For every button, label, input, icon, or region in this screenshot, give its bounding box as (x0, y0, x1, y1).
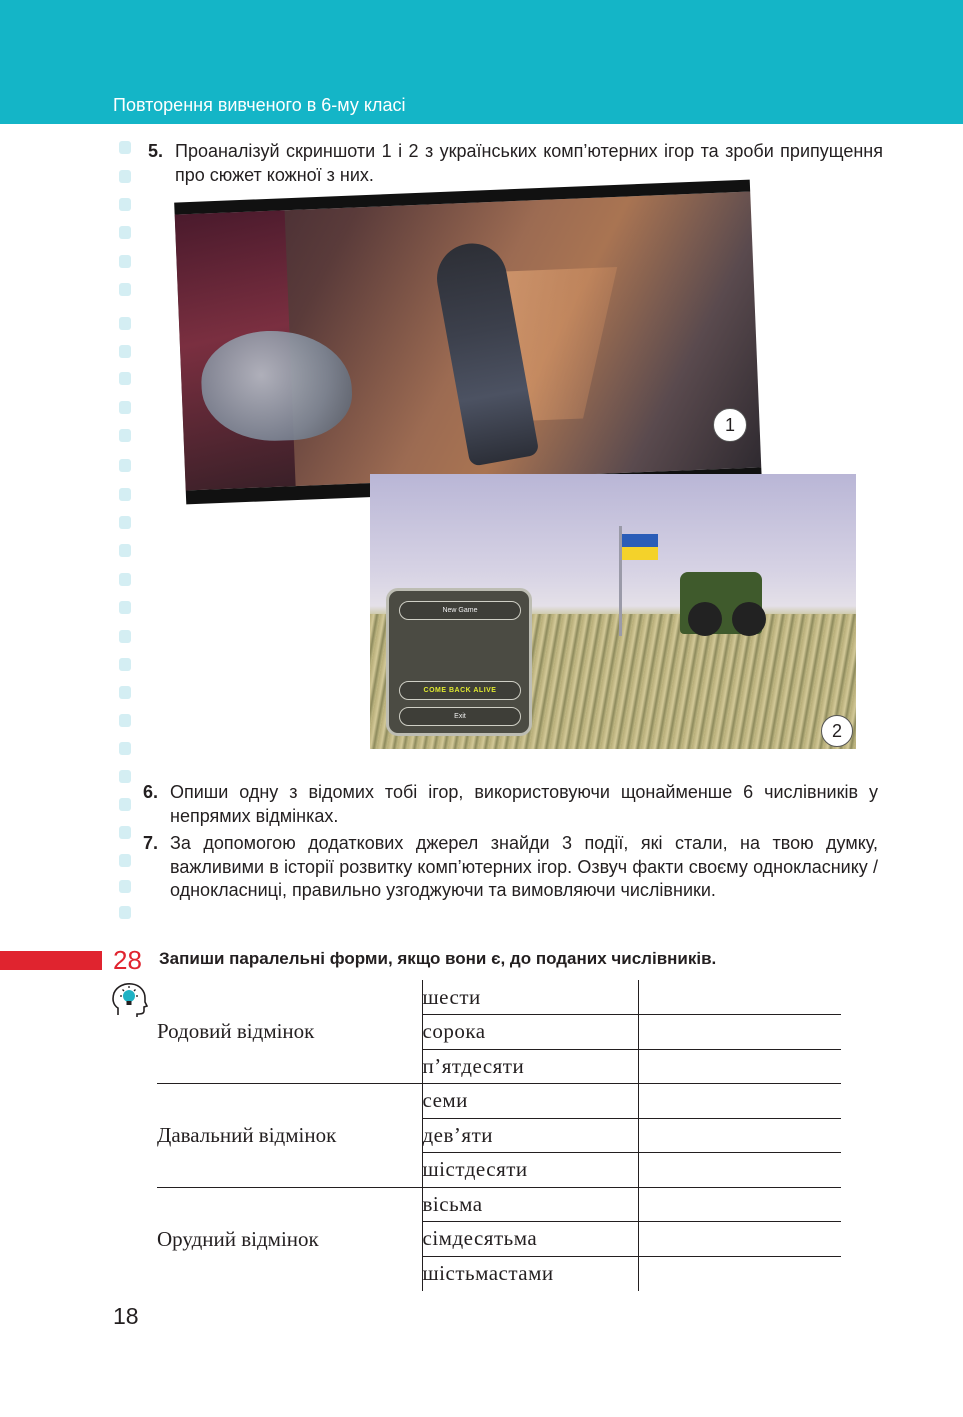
spiral-dot (119, 198, 131, 211)
spiral-dot (119, 714, 131, 727)
numerals-table (157, 980, 841, 1291)
exercise-title: Запиши паралельні форми, якщо вони є, до поданих числівників. (159, 949, 717, 968)
spiral-dot (119, 906, 131, 919)
spiral-dot (119, 345, 131, 358)
new-game-button: New Game (399, 601, 521, 620)
task-number: 5. (148, 141, 164, 161)
numeral-word: семи (422, 1084, 638, 1119)
case-label: Родовий відмінок (157, 1019, 315, 1043)
answer-cell[interactable] (638, 1049, 841, 1084)
numeral-word: вісьма (422, 1187, 638, 1222)
header-band (0, 0, 963, 124)
exercise-number: 28 (113, 945, 142, 975)
task-6 (143, 781, 878, 828)
flag-icon (622, 534, 658, 547)
spiral-dot (119, 630, 131, 643)
answer-cell[interactable] (638, 1187, 841, 1222)
spiral-dot (119, 516, 131, 529)
answer-cell[interactable] (638, 1084, 841, 1119)
flag-yellow-stripe (622, 547, 658, 560)
wheel-shape (732, 602, 766, 636)
task-text: Проаналізуй скриншоти 1 і 2 з українських комп’ютерних ігор та зроби припущення про сюжет кожної з них. (175, 141, 883, 185)
spiral-dot (119, 854, 131, 867)
game-logo: COME BACK ALIVE (399, 681, 521, 700)
task-5 (148, 140, 883, 187)
spiral-dot (119, 226, 131, 239)
spiral-dot (119, 283, 131, 296)
answer-cell[interactable] (638, 1256, 841, 1291)
page-number: 18 (113, 1303, 139, 1329)
spiral-dot (119, 401, 131, 414)
spiral-dot (119, 372, 131, 385)
case-label: Давальний відмінок (157, 1084, 422, 1188)
spiral-dot (119, 770, 131, 783)
numeral-word: дев’яти (422, 1118, 638, 1153)
answer-cell[interactable] (638, 980, 841, 1015)
game-screenshot-2 (370, 474, 856, 749)
task-text: Опиши одну з відомих тобі ігор, використовуючи щонайменше 6 числівників у непрямих відмінках. (170, 782, 878, 826)
spiral-dot (119, 742, 131, 755)
task-number: 7. (143, 833, 159, 853)
head-lightbulb-icon (110, 982, 148, 1018)
spiral-dot (119, 544, 131, 557)
task-7 (143, 832, 878, 903)
spiral-dot (119, 317, 131, 330)
numeral-word: шістьмастами (422, 1256, 638, 1291)
numeral-word: сорока (422, 1015, 638, 1050)
case-label: Орудний відмінок (157, 1187, 422, 1291)
spiral-dot (119, 429, 131, 442)
answer-cell[interactable] (638, 1153, 841, 1188)
spiral-dot (119, 880, 131, 893)
spiral-dot (119, 459, 131, 472)
spiral-dot (119, 798, 131, 811)
section-title: Повторення вивченого в 6-му класі (113, 95, 406, 115)
numeral-word: шести (422, 980, 638, 1015)
spiral-dot (119, 141, 131, 154)
task-text: За допомогою додаткових джерел знайди 3 події, які стали, на твою думку, важливими в історії розвитку комп’ютерних ігор. Озвуч факти своєму однокласнику / однокласниці, правильно узгоджуючи та вимовляючи числівники. (170, 833, 878, 900)
spiral-dot (119, 686, 131, 699)
answer-cell[interactable] (638, 1118, 841, 1153)
numeral-word: п’ятдесяти (422, 1049, 638, 1084)
screenshot-badge-1: 1 (713, 408, 747, 442)
spiral-dot (119, 601, 131, 614)
wheel-shape (688, 602, 722, 636)
screenshot-badge-2: 2 (821, 715, 853, 747)
answer-cell[interactable] (638, 1222, 841, 1257)
exercise-marker-bar (0, 951, 102, 970)
spiral-dot (119, 255, 131, 268)
exit-button: Exit (399, 707, 521, 726)
numeral-word: сімдесятьма (422, 1222, 638, 1257)
spiral-dot (119, 826, 131, 839)
task-number: 6. (143, 782, 159, 802)
game-screenshot-1 (174, 180, 762, 505)
answer-cell[interactable] (638, 1015, 841, 1050)
numeral-word: шістдесяти (422, 1153, 638, 1188)
spiral-dot (119, 658, 131, 671)
game-menu (386, 588, 532, 736)
spiral-dot (119, 573, 131, 586)
spiral-dot (119, 170, 131, 183)
spiral-dot (119, 488, 131, 501)
